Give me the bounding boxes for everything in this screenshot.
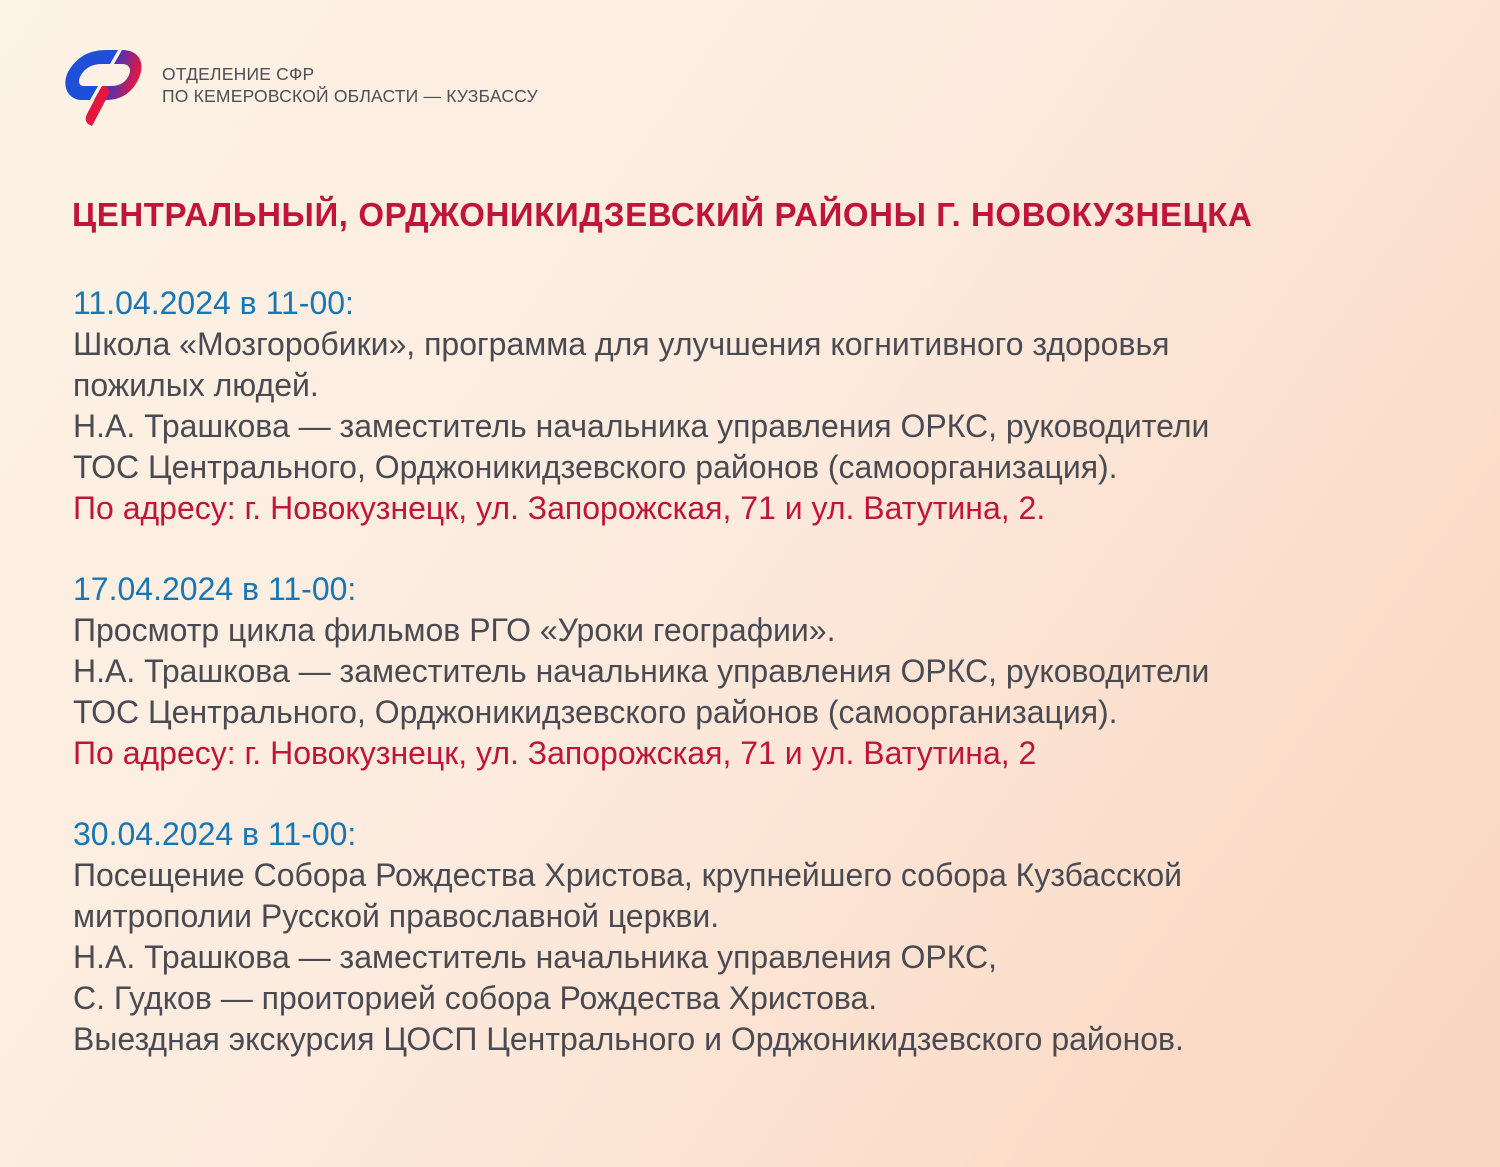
event-address: По адресу: г. Новокузнецк, ул. Запорожская, 71 и ул. Ватутина, 2. bbox=[73, 490, 1046, 526]
event-text-line: ТОС Центрального, Орджоникидзевского районов (самоорганизация). bbox=[73, 694, 1118, 730]
event-date: 30.04.2024 в 11-00: bbox=[73, 816, 357, 852]
event-address: По адресу: г. Новокузнецк, ул. Запорожская, 71 и ул. Ватутина, 2 bbox=[73, 735, 1037, 771]
page-title: ЦЕНТРАЛЬНЫЙ, ОРДЖОНИКИДЗЕВСКИЙ РАЙОНЫ Г. НОВОКУЗНЕЦКА bbox=[72, 196, 1253, 233]
event-text-line: Н.А. Трашкова — заместитель начальника управления ОРКС, руководители bbox=[73, 653, 1210, 689]
event-text-line: ТОС Центрального, Орджоникидзевского районов (самоорганизация). bbox=[73, 449, 1118, 485]
event-text-line: Просмотр цикла фильмов РГО «Уроки географии». bbox=[73, 612, 836, 648]
org-name-line2: ПО КЕМЕРОВСКОЙ ОБЛАСТИ — КУЗБАССУ bbox=[162, 86, 538, 106]
event-text-line: Выездная экскурсия ЦОСП Центрального и Орджоникидзевского районов. bbox=[73, 1021, 1184, 1057]
event-text-line: Посещение Собора Рождества Христова, крупнейшего собора Кузбасской bbox=[73, 857, 1183, 893]
event-date: 17.04.2024 в 11-00: bbox=[73, 571, 357, 607]
org-name-line1: ОТДЕЛЕНИЕ СФР bbox=[162, 64, 315, 84]
org-name bbox=[162, 63, 538, 107]
event-1 bbox=[73, 283, 1473, 529]
header bbox=[58, 46, 538, 128]
event-2 bbox=[73, 569, 1473, 774]
event-list bbox=[73, 283, 1473, 1100]
event-text-line: митрополии Русской православной церкви. bbox=[73, 898, 720, 934]
event-text-line: Н.А. Трашкова — заместитель начальника управления ОРКС, руководители bbox=[73, 408, 1210, 444]
event-3 bbox=[73, 814, 1473, 1060]
event-date: 11.04.2024 в 11-00: bbox=[73, 285, 354, 321]
event-text-line: С. Гудков — проиторией собора Рождества Христова. bbox=[73, 980, 878, 1016]
event-text-line: Н.А. Трашкова — заместитель начальника управления ОРКС, bbox=[73, 939, 998, 975]
event-text-line: пожилых людей. bbox=[73, 367, 319, 403]
sfr-logo-icon bbox=[58, 46, 150, 128]
event-text-line: Школа «Мозгоробики», программа для улучшения когнитивного здоровья bbox=[73, 326, 1170, 362]
